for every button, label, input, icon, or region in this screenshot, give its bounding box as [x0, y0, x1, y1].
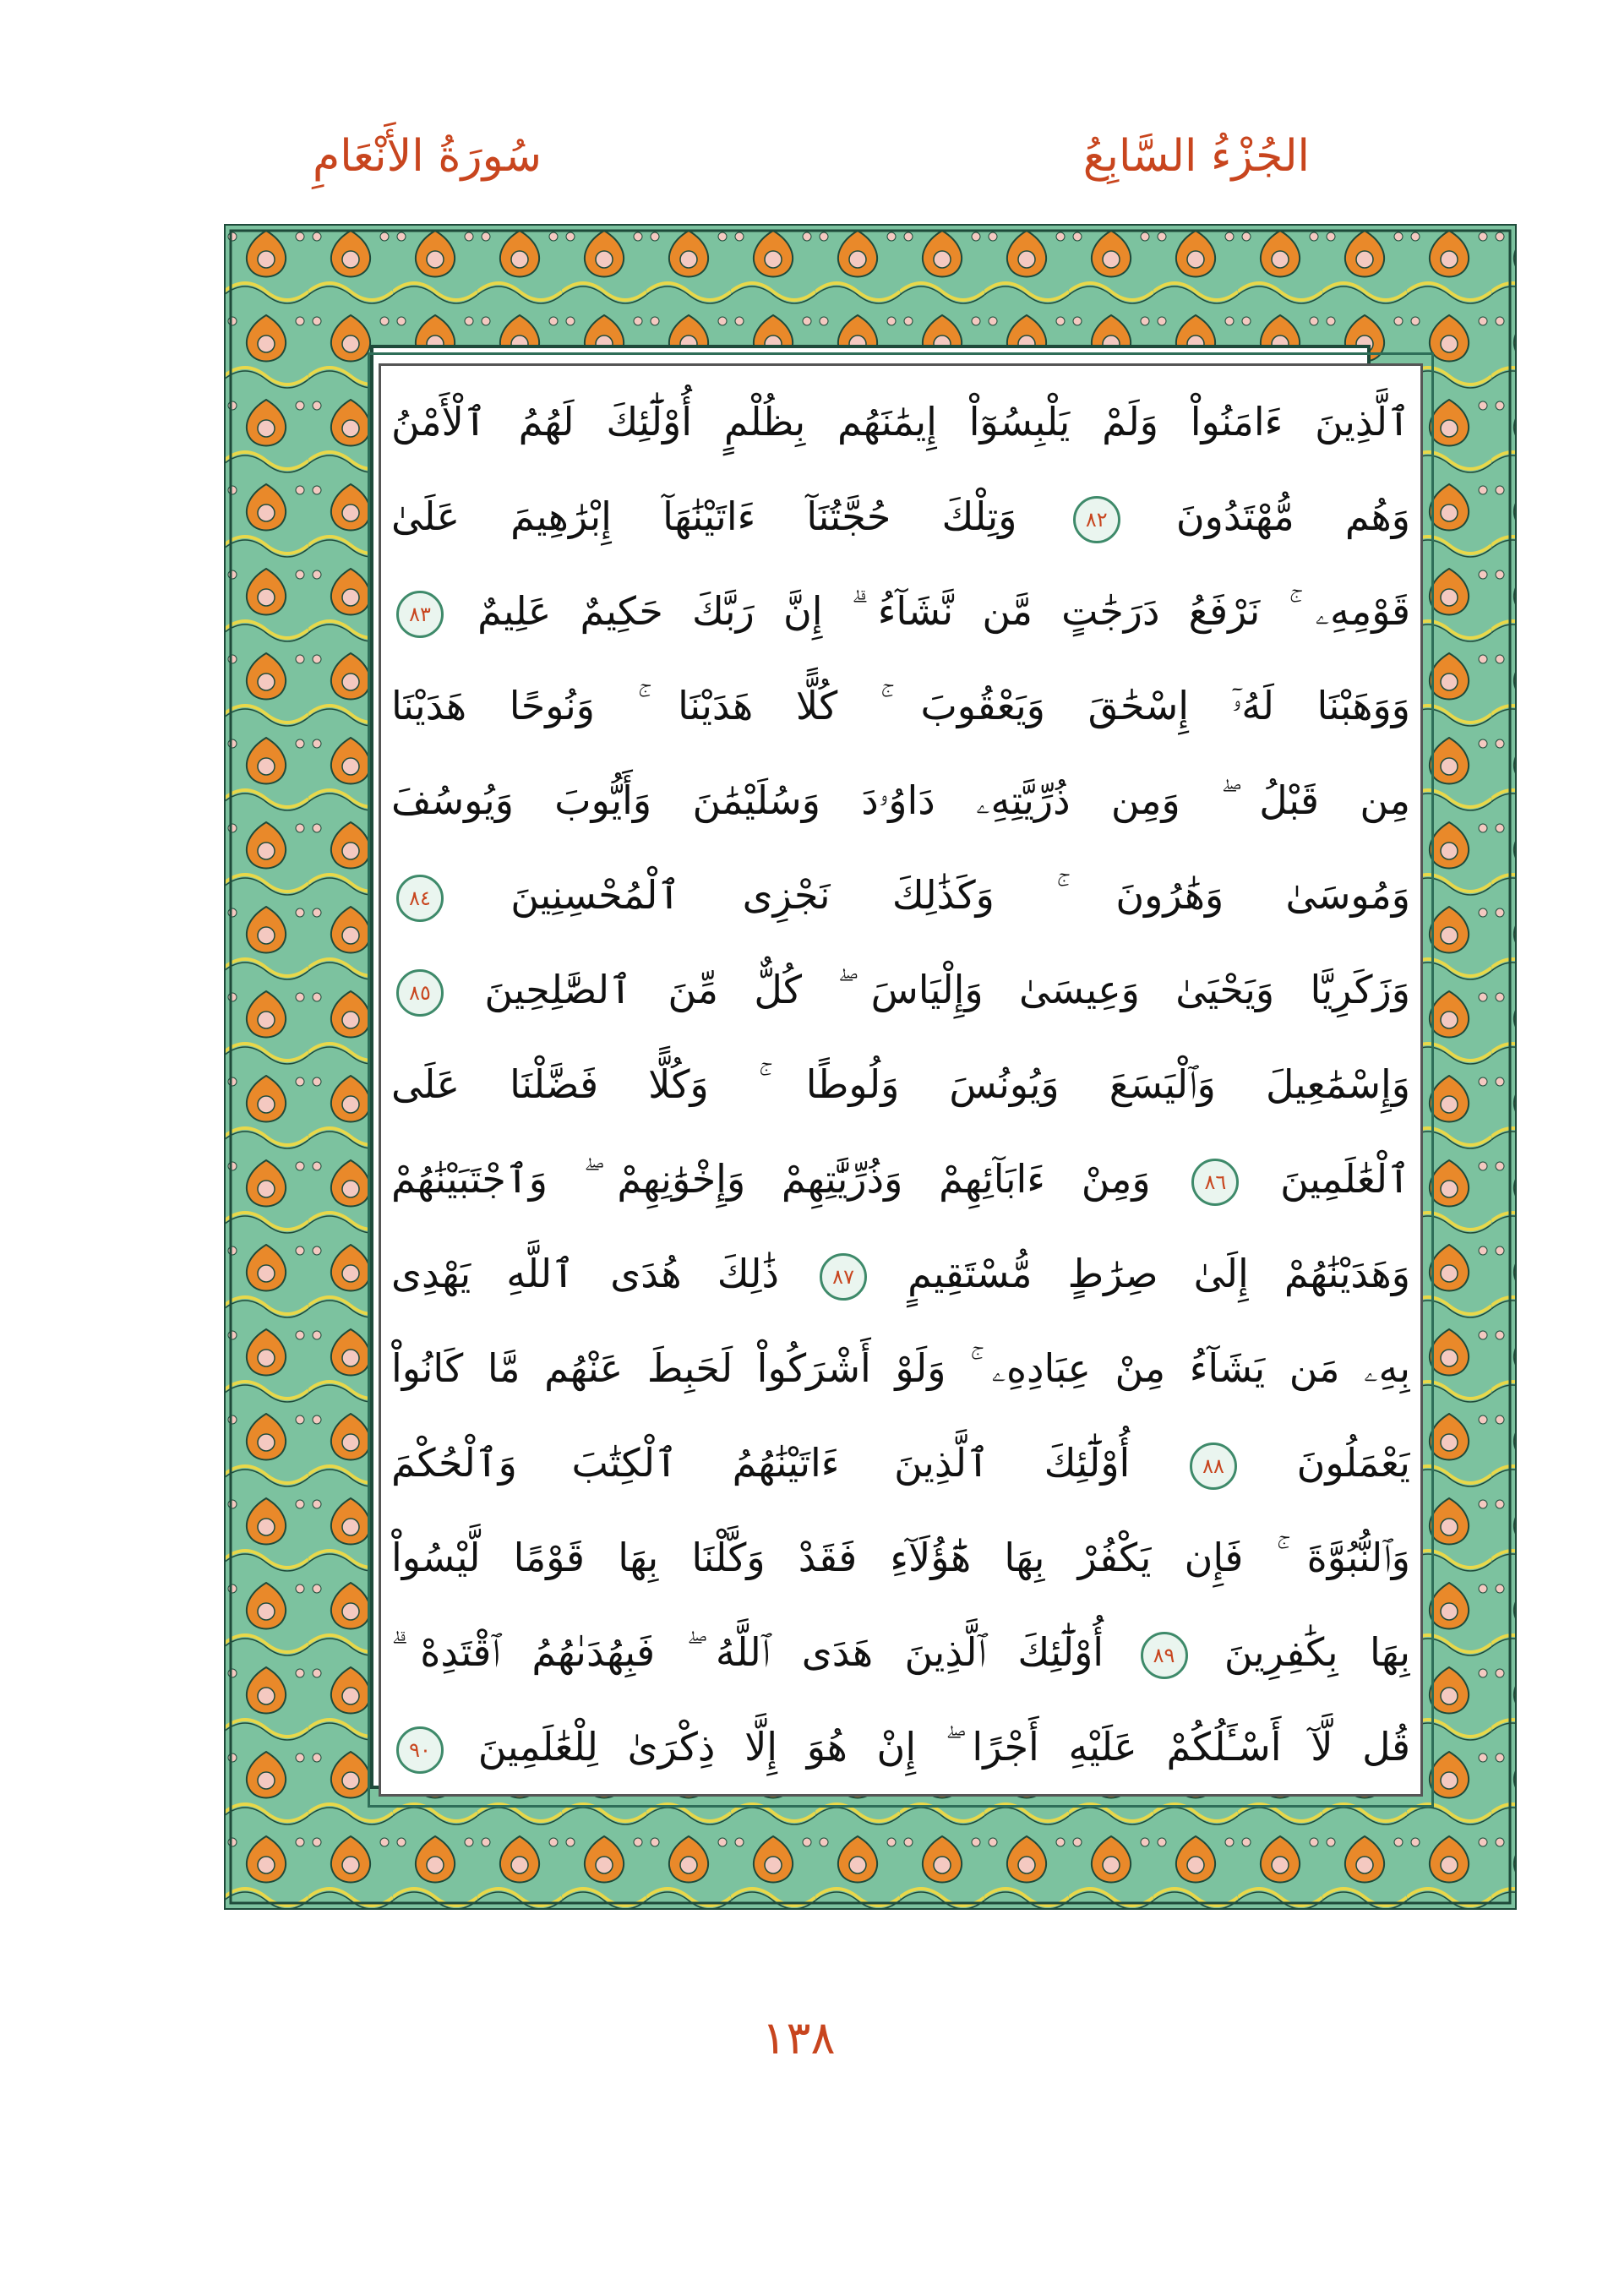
verse-text: قَوْمِهِۦ ۚ نَرْفَعُ دَرَجَٰتٍ مَّن نَّشَآءُ ۗ إِنَّ رَبَّكَ حَكِيمٌ عَلِيمٌ	[477, 588, 1410, 634]
verse-line	[391, 374, 1410, 469]
verse-text: وَوَهَبْنَا لَهُۥٓ إِسْحَٰقَ وَيَعْقُوبَ ۚ كُلًّا هَدَيْنَا ۚ وَنُوحًا هَدَيْنَا	[391, 683, 1410, 728]
verse-line	[391, 1321, 1410, 1415]
verse-text: أُوْلَٰٓئِكَ ٱلَّذِينَ ءَاتَيْنَٰهُمُ ٱلْكِتَٰبَ وَٱلْحُكْمَ	[391, 1440, 1131, 1486]
verse-line	[391, 1699, 1410, 1794]
verse-text: يَعْمَلُونَ	[1296, 1440, 1410, 1486]
ayah-number-marker: ٨٨	[1190, 1442, 1237, 1490]
verse-text: وَهَدَيْنَٰهُمْ إِلَىٰ صِرَٰطٍ مُّسْتَقِيمٍ	[908, 1251, 1410, 1296]
verse-text: وَمِنْ ءَابَآئِهِمْ وَذُرِّيَّٰتِهِمْ وَإِخْوَٰنِهِمْ ۖ وَٱجْتَبَيْنَٰهُمْ	[391, 1156, 1151, 1202]
ayah-number-marker: ٨٧	[820, 1253, 867, 1301]
verse-text: بِهِۦ مَن يَشَآءُ مِنْ عِبَادِهِۦ ۚ وَلَوْ أَشْرَكُواْ لَحَبِطَ عَنْهُم مَّا كَانُواْ	[391, 1345, 1410, 1391]
verse-text: أُوْلَٰٓئِكَ ٱلَّذِينَ هَدَى ٱللَّهُ ۖ فَبِهُدَىٰهُمُ ٱقْتَدِهْ ۗ	[391, 1629, 1104, 1675]
verse-text: مِن قَبْلُ ۖ وَمِن ذُرِّيَّتِهِۦ دَاوُۥدَ وَسُلَيْمَٰنَ وَأَيُّوبَ وَيُوسُفَ	[391, 777, 1410, 823]
surah-title: سُورَةُ الأَنْعَامِ	[313, 131, 542, 182]
verse-line	[391, 1415, 1410, 1510]
quran-text-area	[379, 363, 1423, 1797]
verse-text: وَتِلْكَ حُجَّتُنَآ ءَاتَيْنَٰهَآ إِبْرَٰهِيمَ عَلَىٰ	[391, 494, 1017, 539]
verse-line	[391, 753, 1410, 848]
verse-text: قُل لَّآ أَسْـَٔلُكُمْ عَلَيْهِ أَجْرًا ۖ إِنْ هُوَ إِلَّا ذِكْرَىٰ لِلْعَٰلَمِينَ	[477, 1724, 1410, 1770]
verse-text: وَٱلنُّبُوَّةَ ۚ فَإِن يَكْفُرْ بِهَا هَٰٓؤُلَآءِ فَقَدْ وَكَّلْنَا بِهَا قَوْمًا لَّيْسُواْ	[391, 1535, 1410, 1580]
verse-lines	[391, 374, 1410, 1786]
ayah-number-marker: ٨٢	[1073, 496, 1120, 543]
page-number: ١٣٨	[761, 2011, 836, 2064]
verse-line	[391, 848, 1410, 942]
verse-line	[391, 658, 1410, 753]
verse-line	[391, 564, 1410, 658]
verse-line	[391, 469, 1410, 564]
ayah-number-marker: ٨٦	[1191, 1159, 1239, 1206]
verse-line	[391, 1605, 1410, 1699]
verse-text: وَإِسْمَٰعِيلَ وَٱلْيَسَعَ وَيُونُسَ وَلُوطًا ۚ وَكُلًّا فَضَّلْنَا عَلَى	[391, 1061, 1410, 1107]
juz-title: الجُزْءُ السَّابِعُ	[1082, 131, 1310, 182]
verse-text: وَمُوسَىٰ وَهَٰرُونَ ۚ وَكَذَٰلِكَ نَجْزِى ٱلْمُحْسِنِينَ	[510, 872, 1410, 918]
verse-line	[391, 1132, 1410, 1226]
verse-line	[391, 1226, 1410, 1321]
verse-line	[391, 1037, 1410, 1132]
verse-text: وَزَكَرِيَّا وَيَحْيَىٰ وَعِيسَىٰ وَإِلْيَاسَ ۖ كُلٌّ مِّنَ ٱلصَّٰلِحِينَ	[484, 967, 1410, 1012]
ayah-number-marker: ٨٩	[1141, 1632, 1188, 1679]
ayah-number-marker: ٩٠	[396, 1726, 444, 1774]
ayah-number-marker: ٨٣	[396, 591, 444, 638]
verse-text: وَهُم مُّهْتَدُونَ	[1175, 494, 1410, 539]
ayah-number-marker: ٨٥	[396, 969, 444, 1017]
verse-line	[391, 1510, 1410, 1605]
verse-text: ٱلَّذِينَ ءَامَنُواْ وَلَمْ يَلْبِسُوٓاْ إِيمَٰنَهُم بِظُلْمٍ أُوْلَٰٓئِكَ لَهُمُ ٱلْأَمْنُ	[391, 399, 1410, 444]
verse-line	[391, 942, 1410, 1037]
verse-text: ٱلْعَٰلَمِينَ	[1280, 1156, 1410, 1202]
verse-text: بِهَا بِكَٰفِرِينَ	[1224, 1629, 1410, 1675]
ayah-number-marker: ٨٤	[396, 875, 444, 922]
verse-text: ذَٰلِكَ هُدَى ٱللَّهِ يَهْدِى	[391, 1251, 779, 1296]
